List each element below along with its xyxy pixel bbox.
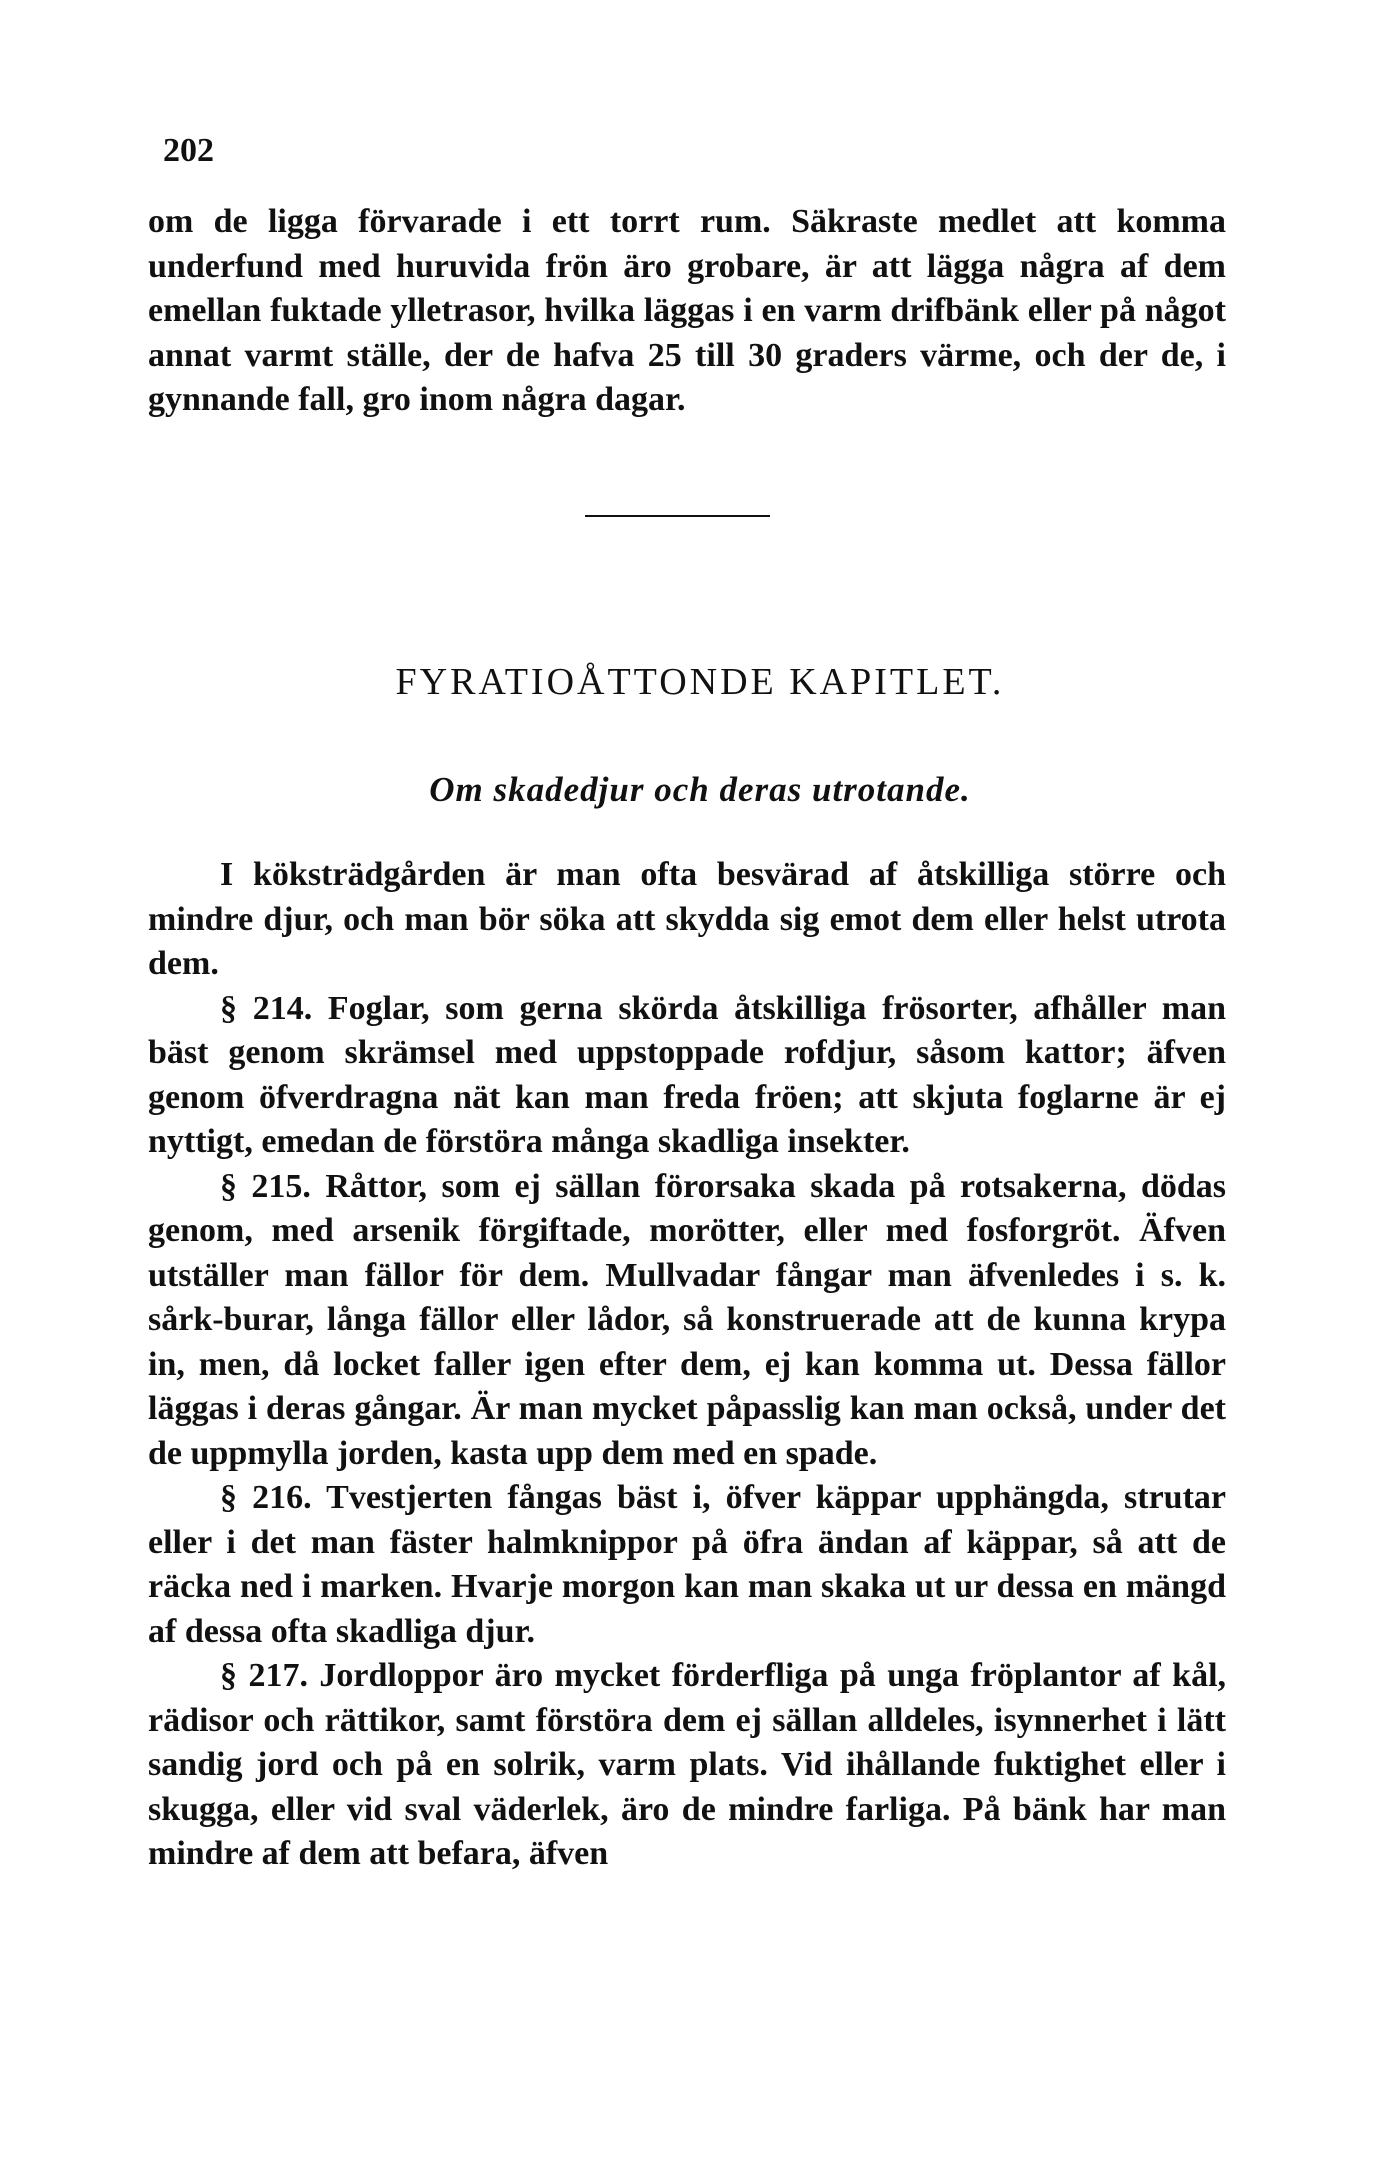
chapter-body [148, 853, 1226, 1877]
section-number: § 217. [220, 1657, 308, 1694]
paragraph-section-215 [148, 1165, 1226, 1477]
section-number: § 216. [220, 1479, 312, 1516]
paragraph-section-217 [148, 1654, 1226, 1877]
paragraph-text: Råttor, som ej sällan förorsaka skada på rotsakerna, dödas genom, med arsenik förgiftade, morötter, eller med fosforgröt. Äfven utställer man fällor för dem. Mullvadar fångar man äfvenledes i s. k. sårk-burar, långa fällor eller lådor, så konstruerade att de kunna krypa in, men, då locket faller igen efter dem, ej kan komma ut. Dessa fällor läggas i deras gångar. Är man mycket påpasslig kan man också, under det de uppmylla jorden, kasta upp dem med en spade. [148, 1167, 1227, 1472]
paragraph-intro [148, 853, 1226, 987]
section-number: § 214. [220, 989, 313, 1027]
intro-paragraph-block [148, 200, 1226, 423]
paragraph-text: Tvestjerten fångas bäst i, öfver käppar upphängda, strutar eller i det man fäster halmknippor på öfra ändan af käppar, så att de räcka ned i marken. Hvarje morgon kan man skaka ut ur dessa en mängd af dessa ofta skadliga djur. [148, 1479, 1227, 1650]
paragraph-section-216 [148, 1476, 1226, 1654]
chapter-heading: FYRATIOÅTTONDE KAPITLET. [395, 661, 1005, 703]
paragraph-section-214 [148, 987, 1226, 1165]
section-number: § 215. [220, 1167, 311, 1205]
chapter-subtitle: Om skadedjur och deras utrotande. [429, 770, 971, 809]
paragraph-text: Foglar, som gerna skörda åtskilliga frösorter, afhåller man bäst genom skrämsel med uppstoppade rofdjur, såsom kattor; äfven genom öfverdragna nät kan man freda fröen; att skjuta foglarne är ej nyttigt, emedan de förstöra många skadliga insekter. [148, 989, 1227, 1160]
intro-paragraph: om de ligga förvarade i ett torrt rum. Säkraste medlet att komma underfund med huruvida frön äro grobare, är att lägga några af dem emellan fuktade ylletrasor, hvilka läggas i en varm drifbänk eller på något annat varmt ställe, der de hafva 25 till 30 graders värme, och der de, i gynnande fall, gro inom några dagar. [148, 203, 1226, 418]
page-number: 202 [163, 132, 214, 169]
paragraph-text: Jordloppor äro mycket förderfliga på unga fröplantor af kål, rädisor och rättikor, samt förstöra dem ej sällan alldeles, isynnerhet i lätt sandig jord och på en solrik, varm plats. Vid ihållande fuktighet eller i skugga, eller vid sval väderlek, äro de mindre farliga. På bänk har man mindre af dem att befara, äfven [148, 1657, 1227, 1872]
section-separator-rule [585, 515, 770, 517]
paragraph-text: I köksträdgården är man ofta besvärad af åtskilliga större och mindre djur, och man bör söka att skydda sig emot dem eller helst utrota dem. [148, 856, 1226, 982]
